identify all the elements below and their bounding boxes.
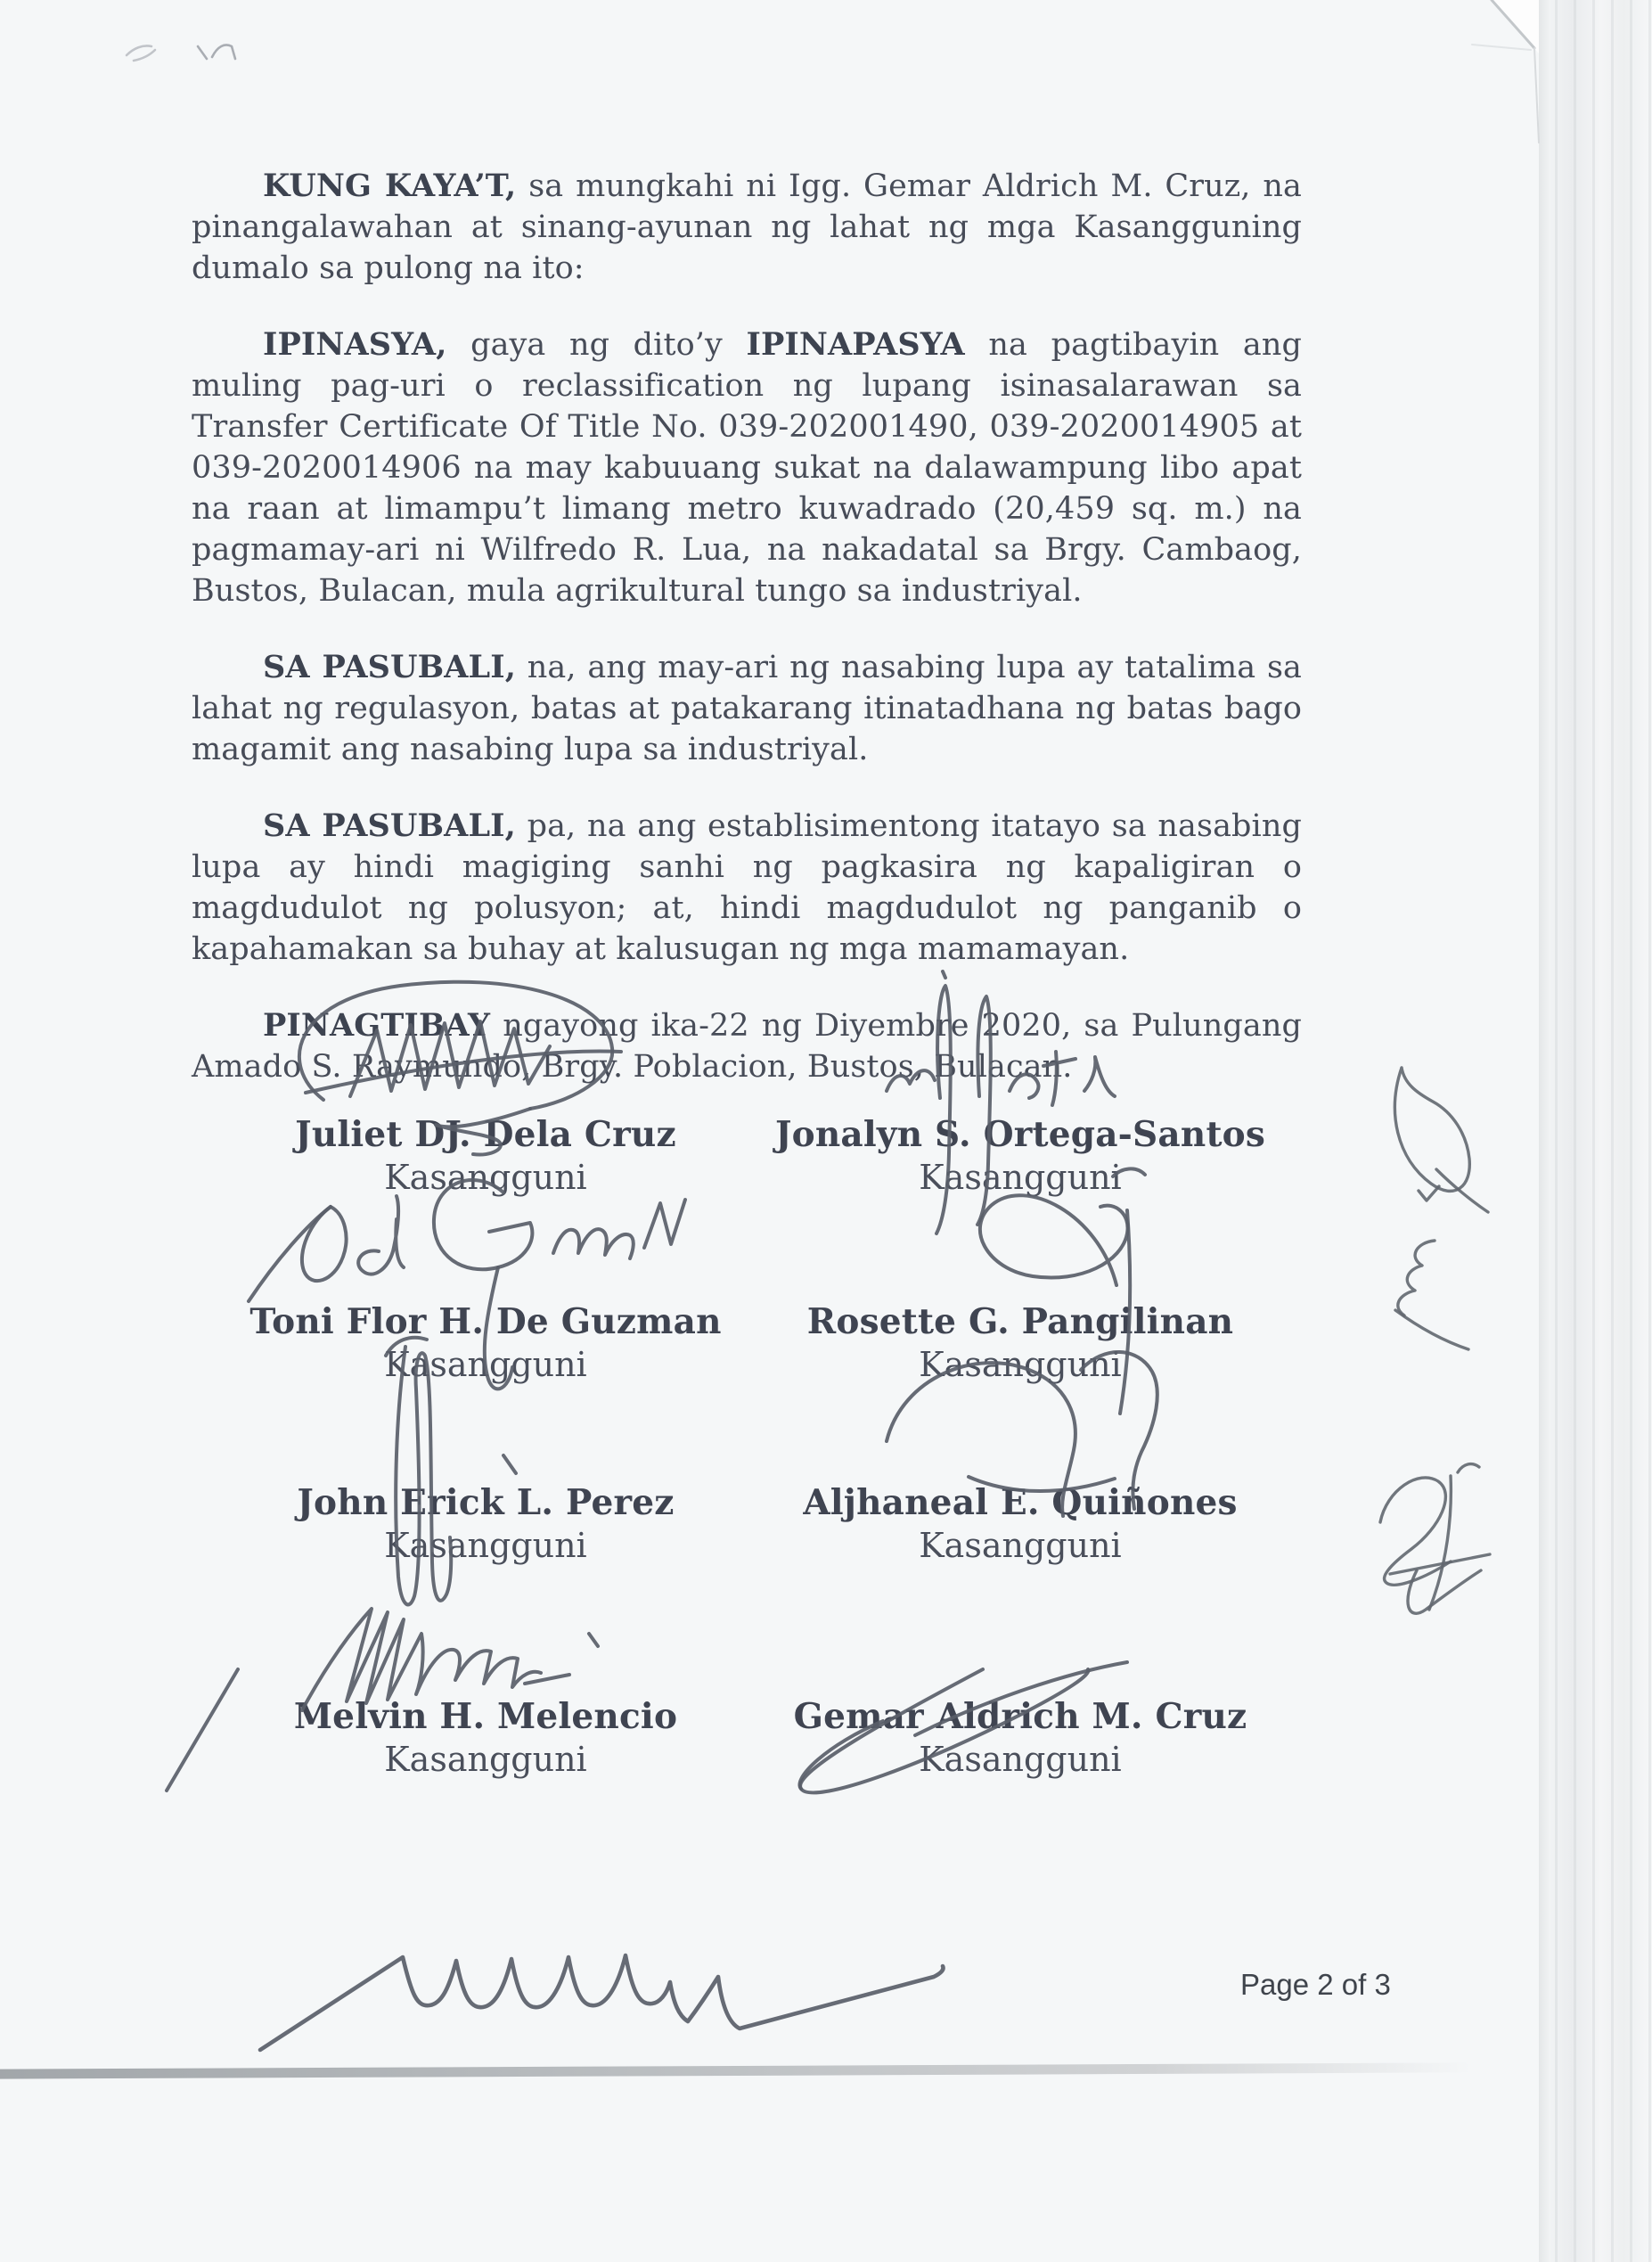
signatory-name: Jonalyn S. Ortega-Santos <box>774 1114 1266 1155</box>
paper-bottom-edge-shadow <box>0 2062 1471 2078</box>
paragraph-sa-pasubali-1 <box>192 647 1302 770</box>
paragraph-text: gaya ng dito’y <box>446 327 747 363</box>
signatory-block-gemar-aldrich-cruz <box>753 1546 1288 1903</box>
paragraph-lead: IPINASYA, <box>263 326 447 363</box>
signatory-name: Aljhaneal E. Quiñones <box>803 1482 1238 1523</box>
signatory-name: Melvin H. Melencio <box>293 1696 678 1737</box>
margin-annotation-initials-2 <box>1380 1464 1490 1614</box>
bottom-scribble <box>260 1955 944 2050</box>
page-number: Page 2 of 3 <box>1240 1968 1391 2001</box>
paragraph-sa-pasubali-2 <box>192 806 1302 970</box>
paragraph-lead: KUNG KAYA’T, <box>263 168 517 204</box>
paragraph-ipinasya <box>192 324 1302 611</box>
paragraph-text: na, ang may-ari ng nasabing lupa ay tatalima sa lahat ng regulasyon, batas at patakarang itinatadhana ng batas bago magamit ang nasabing lupa sa industriyal. <box>192 650 1302 767</box>
signatory-name: Toni Flor H. De Guzman <box>249 1301 722 1342</box>
paragraph-text: na pagtibayin ang muling pag-uri o reclassification ng lupang isinasalarawan sa Transfer Certificate Of Title No. 039-202001490, 039-2020014905 at 039-2020014906 na may kabuuang sukat na dalawampung libo apat na raan at limampu’t limang metro kuwadrado (20,459 sq. m.) na pagmamay-ari ni Wilfredo R. Lua, na nakadatal sa Brgy. Cambaog, Bustos, Bulacan, mula agrikultural tungo sa industriyal. <box>192 327 1302 609</box>
margin-annotation-initials-1 <box>1394 1068 1488 1349</box>
paragraph-kung-kayat <box>192 166 1302 289</box>
paragraph-bold-word: IPINAPASYA <box>746 326 965 363</box>
signatory-title: Kasangguni <box>919 1526 1122 1565</box>
signatory-title: Kasangguni <box>384 1740 587 1779</box>
paragraph-text: ngayong ika-22 ng Diyembre 2020, sa Pulungang Amado S. Raymundo, Brgy. Poblacion, Bustos, Bulacan. <box>192 1008 1302 1085</box>
signatory-name: Rosette G. Pangilinan <box>806 1301 1234 1342</box>
paragraph-lead: SA PASUBALI, <box>263 649 516 685</box>
signatory-name: John Erick L. Perez <box>297 1482 675 1523</box>
signatory-title: Kasangguni <box>919 1740 1122 1779</box>
page-corner-fold <box>1472 0 1539 143</box>
pencil-marks-top-left <box>127 45 235 61</box>
signatory-title: Kasangguni <box>384 1158 587 1197</box>
signatory-name: Gemar Aldrich M. Cruz <box>793 1696 1247 1737</box>
paragraph-text: pa, na ang establisimentong itatayo sa nasabing lupa ay hindi magiging sanhi ng pagkasira ng kapaligiran o magdudulot ng polusyon; at, hindi magdudulot ng panganib o kapahamakan sa buhay at kalusugan ng mga mamamayan. <box>192 808 1302 967</box>
signatory-title: Kasangguni <box>384 1526 587 1565</box>
paragraph-lead: SA PASUBALI, <box>263 807 516 844</box>
paragraph-lead: PINAGTIBAY <box>263 1007 491 1044</box>
signatory-title: Kasangguni <box>919 1158 1122 1197</box>
signatory-name: Juliet DJ. Dela Cruz <box>295 1114 676 1155</box>
paragraph-text: sa mungkahi ni Igg. Gemar Aldrich M. Cruz, na pinangalawahan at sinang-ayunan ng lahat ng mga Kasangguning dumalo sa pulong na ito: <box>192 168 1302 286</box>
signatory-title: Kasangguni <box>919 1345 1122 1384</box>
scanner-edge-band <box>1539 0 1652 2262</box>
signatory-block-melvin-melencio <box>218 1546 753 1903</box>
signatory-title: Kasangguni <box>384 1345 587 1384</box>
